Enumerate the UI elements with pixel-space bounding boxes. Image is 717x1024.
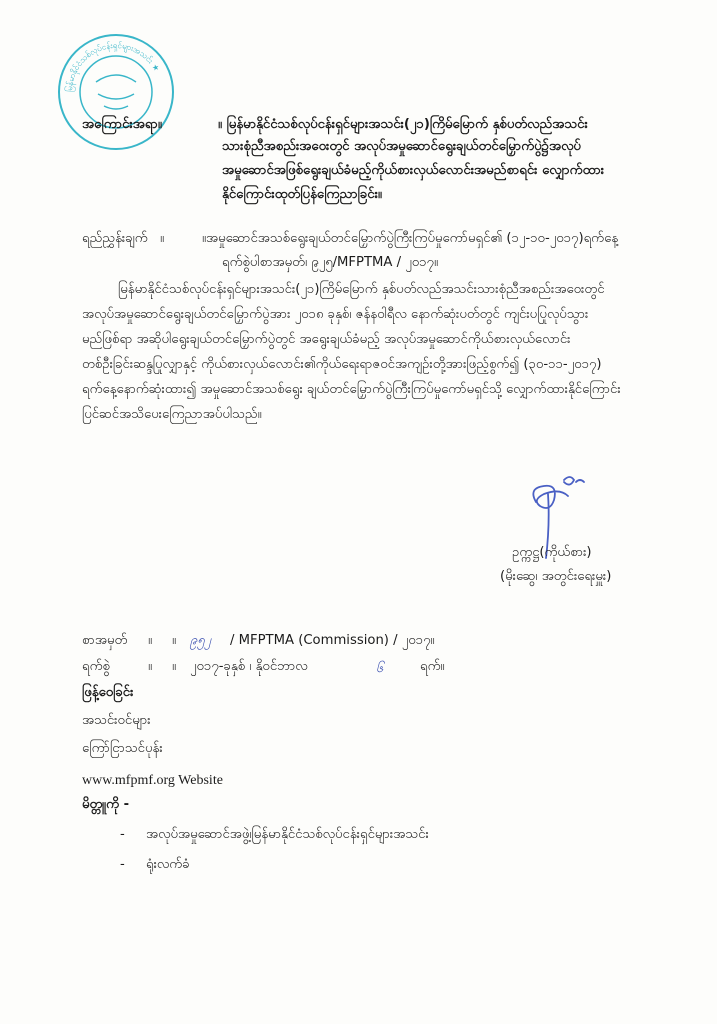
distribution-item: ကြော်ငြာသင်ပုန်း <box>82 741 163 756</box>
date-sep-1: ။ <box>148 659 152 674</box>
body-line-4: တစ်ဦးခြင်းဆန္ဒပြုလျှာနှင့် ကိုယ်စားလှယ်လောင်း၏ကိုယ်ရေးရာဇဝင်အကျဉ်းတို့အားဖြည့်စွက်၍ (၃၀-၁၁-၂၀၁၇) <box>82 357 602 372</box>
reference-sep: ။ <box>160 231 164 246</box>
association-seal <box>56 32 176 152</box>
letter-number-sep-1: ။ <box>148 633 152 648</box>
body-line-5: ရက်နေ့နောက်ဆုံးထား၍ အမှုဆောင်အသစ်ရွေး ချယ်တင်မြှောက်ပွဲကြီးကြပ်မှုကော်မရှင်သို့ လျှောက်ထားနိုင်ကြောင်း <box>82 382 621 397</box>
reference-line-2: ရက်စွဲပါစာအမှတ်၊ ၉၂၅/MFPTMA / ၂၀၁၇။ <box>222 255 438 270</box>
copies-dash: - <box>120 827 125 842</box>
svg-text:မြန်မာနိုင်ငံသစ်လုပ်ငန်းရှင်မျ: မြန်မာနိုင်ငံသစ်လုပ်ငန်းရှင်များအသင်း ★ <box>64 40 162 93</box>
copies-heading: မိတ္တူကို - <box>82 797 130 812</box>
copies-dash: - <box>120 857 125 872</box>
letter-number-text: / MFPTMA (Commission) / ၂၀၁၇။ <box>230 633 435 648</box>
signatory-name: ဥက္ကဋ္ဌ(ကိုယ်စား) <box>512 545 592 560</box>
subject-line-1: ။ မြန်မာနိုင်ငံသစ်လုပ်ငန်းရှင်များအသင်း(၂၁)ကြိမ်မြောက် နှစ်ပတ်လည်အသင်း <box>218 117 588 132</box>
date-suffix: ရက်။ <box>420 659 445 674</box>
letter-number-handwritten: ၉၅၂ <box>190 633 212 648</box>
distribution-item-website: www.mfpmf.org Website <box>82 773 223 788</box>
signatory-title: (မိုးဆွေ၊ အတွင်းရေးမှူး) <box>500 569 612 584</box>
date-sep-2: ။ <box>172 659 176 674</box>
body-line-1: မြန်မာနိုင်ငံသစ်လုပ်ငန်းရှင်များအသင်း(၂၁)ကြိမ်မြောက် နှစ်ပတ်လည်အသင်းသားစုံညီအစည်းအဝေးတွင် <box>118 282 605 297</box>
copies-item: ရုံးလက်ခံ <box>146 857 190 872</box>
body-line-6: ပြင်ဆင်အသိပေးကြေညာအပ်ပါသည်။ <box>82 407 262 422</box>
subject-line-2: သားစုံညီအစည်းအဝေးတွင် အလုပ်အမှုဆောင်ရွေးချယ်တင်မြှောက်ပွဲ၌အလုပ် <box>222 139 581 154</box>
copies-item: အလုပ်အမှုဆောင်အဖွဲ့၊မြန်မာနိုင်ငံသစ်လုပ်ငန်းရှင်များအသင်း <box>146 827 429 842</box>
reference-line-1: ။အမှုဆောင်အသစ်ရွေးချယ်တင်မြှောက်ပွဲကြီးကြပ်မှုကော်မရှင်၏ (၁၂-၁၀-၂၀၁၇)ရက်နေ့ <box>202 231 619 246</box>
subject-line-4: နိုင်ကြောင်းထုတ်ပြန်ကြေညာခြင်း။ <box>222 187 382 202</box>
letter-number-sep-2: ။ <box>172 633 176 648</box>
distribution-item: အသင်းဝင်များ <box>82 713 151 728</box>
body-line-2: အလုပ်အမှုဆောင်ရွေးချယ်တင်မြှောက်ပွဲအား ၂၀၁၈ ခုနှစ်၊ ဇန်နဝါရီလ နောက်ဆုံးပတ်တွင် ကျင်းပပြုလုပ်သွား <box>82 307 589 322</box>
reference-label: ရည်ညွှန်းချက် <box>82 231 148 246</box>
date-label: ရက်စွဲ <box>82 659 110 674</box>
distribution-heading: ဖြန့်ဝေခြင်း <box>82 685 134 700</box>
body-line-3: မည်ဖြစ်ရာ အဆိုပါရွေးချယ်တင်မြှောက်ပွဲတွင် အရွေးချယ်ခံမည့် အလုပ်အမှုဆောင်ကိုယ်စားလှယ်လောင်း <box>82 332 571 347</box>
subject-line-3: အမှုဆောင်အဖြစ်ရွေးချယ်ခံမည့်ကိုယ်စားလှယ်လောင်းအမည်စာရင်း လျှောက်ထား <box>222 163 605 178</box>
date-day-handwritten: ၆ <box>376 661 384 676</box>
date-text: ၂၀၁၇-ခုနှစ် ၊ နိုဝင်ဘာလ <box>190 659 308 674</box>
subject-label: အကြောင်းအရာ။ <box>82 117 162 132</box>
letter-number-label: စာအမှတ် <box>82 633 128 648</box>
